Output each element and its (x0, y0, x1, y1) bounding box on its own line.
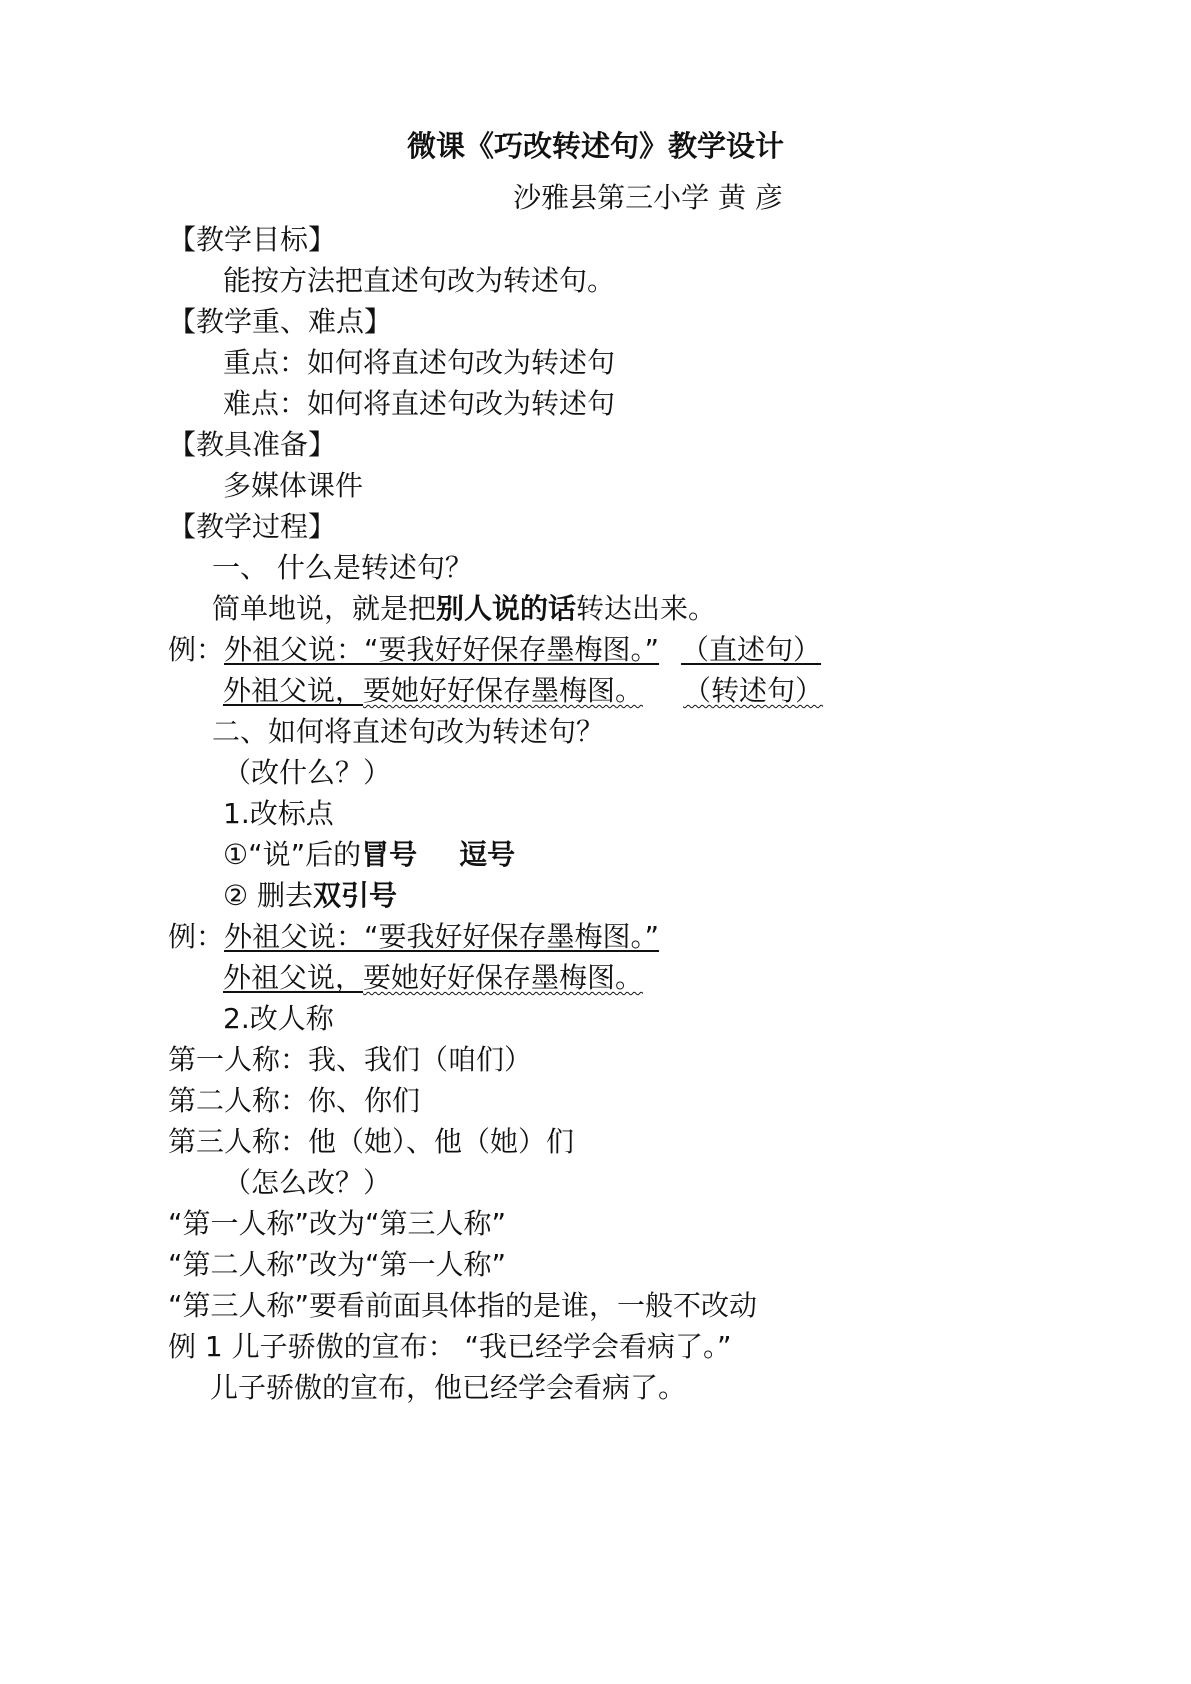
step-one-a-prefix: ①“说”后的 (223, 838, 362, 871)
key-point-text: 重点：如何将直述句改为转述句 (223, 346, 616, 379)
example-one-indirect (223, 673, 823, 709)
second-person-line: 第二人称：你、你们 (168, 1084, 421, 1117)
difficulty-text: 难点：如何将直述句改为转述句 (223, 387, 616, 420)
first-person-line: 第一人称：我、我们（咱们） (168, 1043, 533, 1076)
example-three: 例 1 儿子骄傲的宣布： “我已经学会看病了。” (168, 1330, 732, 1363)
definition-line (212, 591, 716, 627)
example-one-direct (168, 632, 821, 668)
indirect-sentence-body (363, 674, 823, 707)
indirect-sentence-text: 要她好好保存墨梅图。 (363, 674, 644, 707)
example-three-answer: 儿子骄傲的宣布，他已经学会看病了。 (210, 1371, 687, 1404)
definition-prefix: 简单地说，就是把 (212, 592, 437, 625)
direct-sentence-tag: （直述句） (681, 633, 822, 666)
direct-sentence: 外祖父说：“要我好好保存墨梅图。” (224, 920, 660, 953)
doc-author: 沙雅县第三小学 黄 彦 (513, 181, 783, 214)
indirect-sentence-body: 要她好好保存墨梅图。 (363, 961, 644, 994)
rule-second-person: “第二人称”改为“第一人称” (168, 1248, 507, 1281)
question-one: 一、 什么是转述句？ (212, 551, 473, 584)
direct-sentence (224, 633, 821, 666)
doc-title: 微课《巧改转述句》教学设计 (406, 129, 784, 163)
comma-label: 逗号 (459, 838, 516, 871)
section-tools-heading: 【教具准备】 (168, 428, 337, 461)
what-to-change: （改什么？） (223, 756, 392, 789)
section-process-heading: 【教学过程】 (168, 510, 337, 543)
definition-bold: 别人说的话 (436, 592, 577, 625)
step-two-heading: 2.改人称 (223, 1002, 334, 1035)
colon-label: 冒号 (361, 838, 418, 871)
rule-first-person: “第一人称”改为“第三人称” (168, 1207, 507, 1240)
section-key-heading: 【教学重、难点】 (168, 305, 393, 338)
third-person-line: 第三人称：他（她）、他（她）们 (168, 1125, 575, 1158)
section-goal-heading: 【教学目标】 (168, 223, 337, 256)
step-one-b (223, 878, 397, 914)
indirect-sentence-tag: （转述句） (683, 674, 824, 707)
rule-third-person: “第三人称”要看前面具体指的是谁，一般不改动 (168, 1289, 758, 1322)
indirect-sentence-speaker: 外祖父说， (223, 961, 364, 994)
step-one-a (223, 837, 515, 873)
example-two-indirect (223, 960, 643, 996)
example-two-direct (168, 919, 659, 955)
double-quotes-label: 双引号 (313, 879, 398, 912)
direct-sentence-text: 外祖父说：“要我好好保存墨梅图。” (224, 633, 660, 666)
tools-text: 多媒体课件 (223, 469, 364, 502)
indirect-sentence-speaker: 外祖父说， (223, 674, 364, 707)
how-to-change: （怎么改？） (223, 1166, 392, 1199)
example-label: 例： (168, 920, 225, 953)
step-one-heading: 1.改标点 (223, 797, 334, 830)
question-two: 二、如何将直述句改为转述句？ (212, 715, 605, 748)
example-label: 例： (168, 633, 225, 666)
step-one-b-prefix: ② 删去 (223, 879, 314, 912)
goal-text: 能按方法把直述句改为转述句。 (223, 264, 616, 297)
definition-suffix: 转达出来。 (576, 592, 717, 625)
